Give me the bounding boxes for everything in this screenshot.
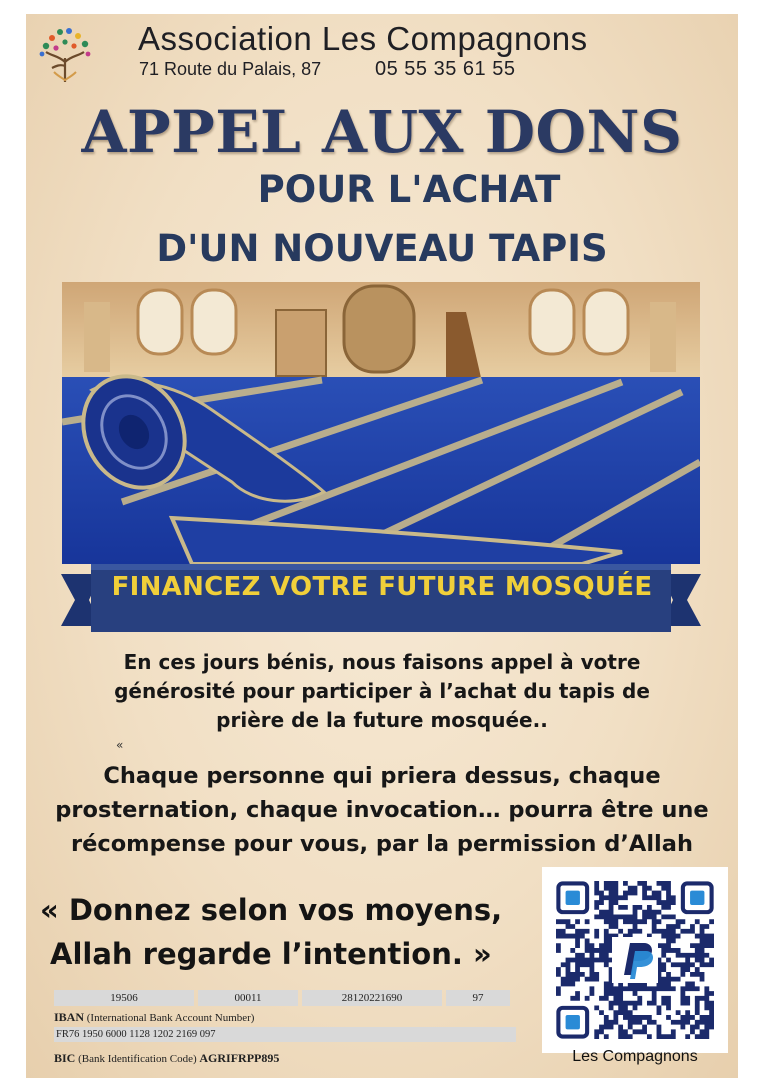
mosque-carpet-illustration	[62, 282, 700, 564]
iban-value: FR76 1950 6000 1128 1202 2169 097	[54, 1027, 516, 1042]
poster	[26, 14, 738, 1078]
reward-line-2: prosternation, chaque invocation… pourra être une	[55, 797, 709, 823]
reward-paragraph	[26, 759, 738, 861]
quote-line-1: « Donnez selon vos moyens,	[40, 893, 503, 927]
headline: APPEL AUX DONS	[81, 98, 683, 166]
donation-quote	[40, 888, 520, 976]
association-phone: 05 55 35 61 55	[375, 58, 516, 80]
association-address: 71 Route du Palais, 87	[139, 59, 322, 79]
qr-code-graphic	[542, 867, 728, 1053]
branch-code: 00011	[198, 990, 298, 1006]
paypal-icon	[612, 937, 658, 983]
subhead-line-2: D'UN NOUVEAU TAPIS	[156, 227, 608, 270]
reward-line-1: Chaque personne qui priera dessus, chaque	[103, 763, 661, 789]
qr-caption: Les Compagnons	[572, 1048, 698, 1065]
bank-code-row	[54, 990, 514, 1006]
bank-code: 19506	[54, 990, 194, 1006]
account-number: 28120221690	[302, 990, 442, 1006]
association-name: Association Les Compagnons	[138, 20, 588, 57]
bic-label: BIC (Bank Identification Code) AGRIFRPP895	[54, 1051, 280, 1065]
banner-text: FINANCEZ VOTRE FUTURE MOSQUÉE	[111, 572, 653, 602]
iban-label: IBAN (International Bank Account Number)	[54, 1010, 255, 1024]
appeal-line-2: générosité pour participer à l’achat du tapis de	[114, 679, 650, 703]
quote-line-2: Allah regarde l’intention. »	[50, 937, 492, 971]
paypal-qr-code[interactable]	[542, 867, 728, 1053]
appeal-line-1: En ces jours bénis, nous faisons appel à votre	[123, 650, 641, 674]
association-logo-icon	[34, 22, 96, 84]
subhead-line-1: POUR L'ACHAT	[257, 168, 561, 211]
bank-details	[54, 990, 514, 1066]
rib-key: 97	[446, 990, 510, 1006]
bic-value: AGRIFRPP895	[199, 1051, 280, 1065]
appeal-line-3: prière de la future mosquée..	[216, 708, 548, 732]
reward-line-3: récompense pour vous, par la permission d’Allah	[71, 831, 693, 857]
appeal-paragraph	[26, 648, 738, 735]
stray-quote-mark: «	[116, 738, 124, 752]
